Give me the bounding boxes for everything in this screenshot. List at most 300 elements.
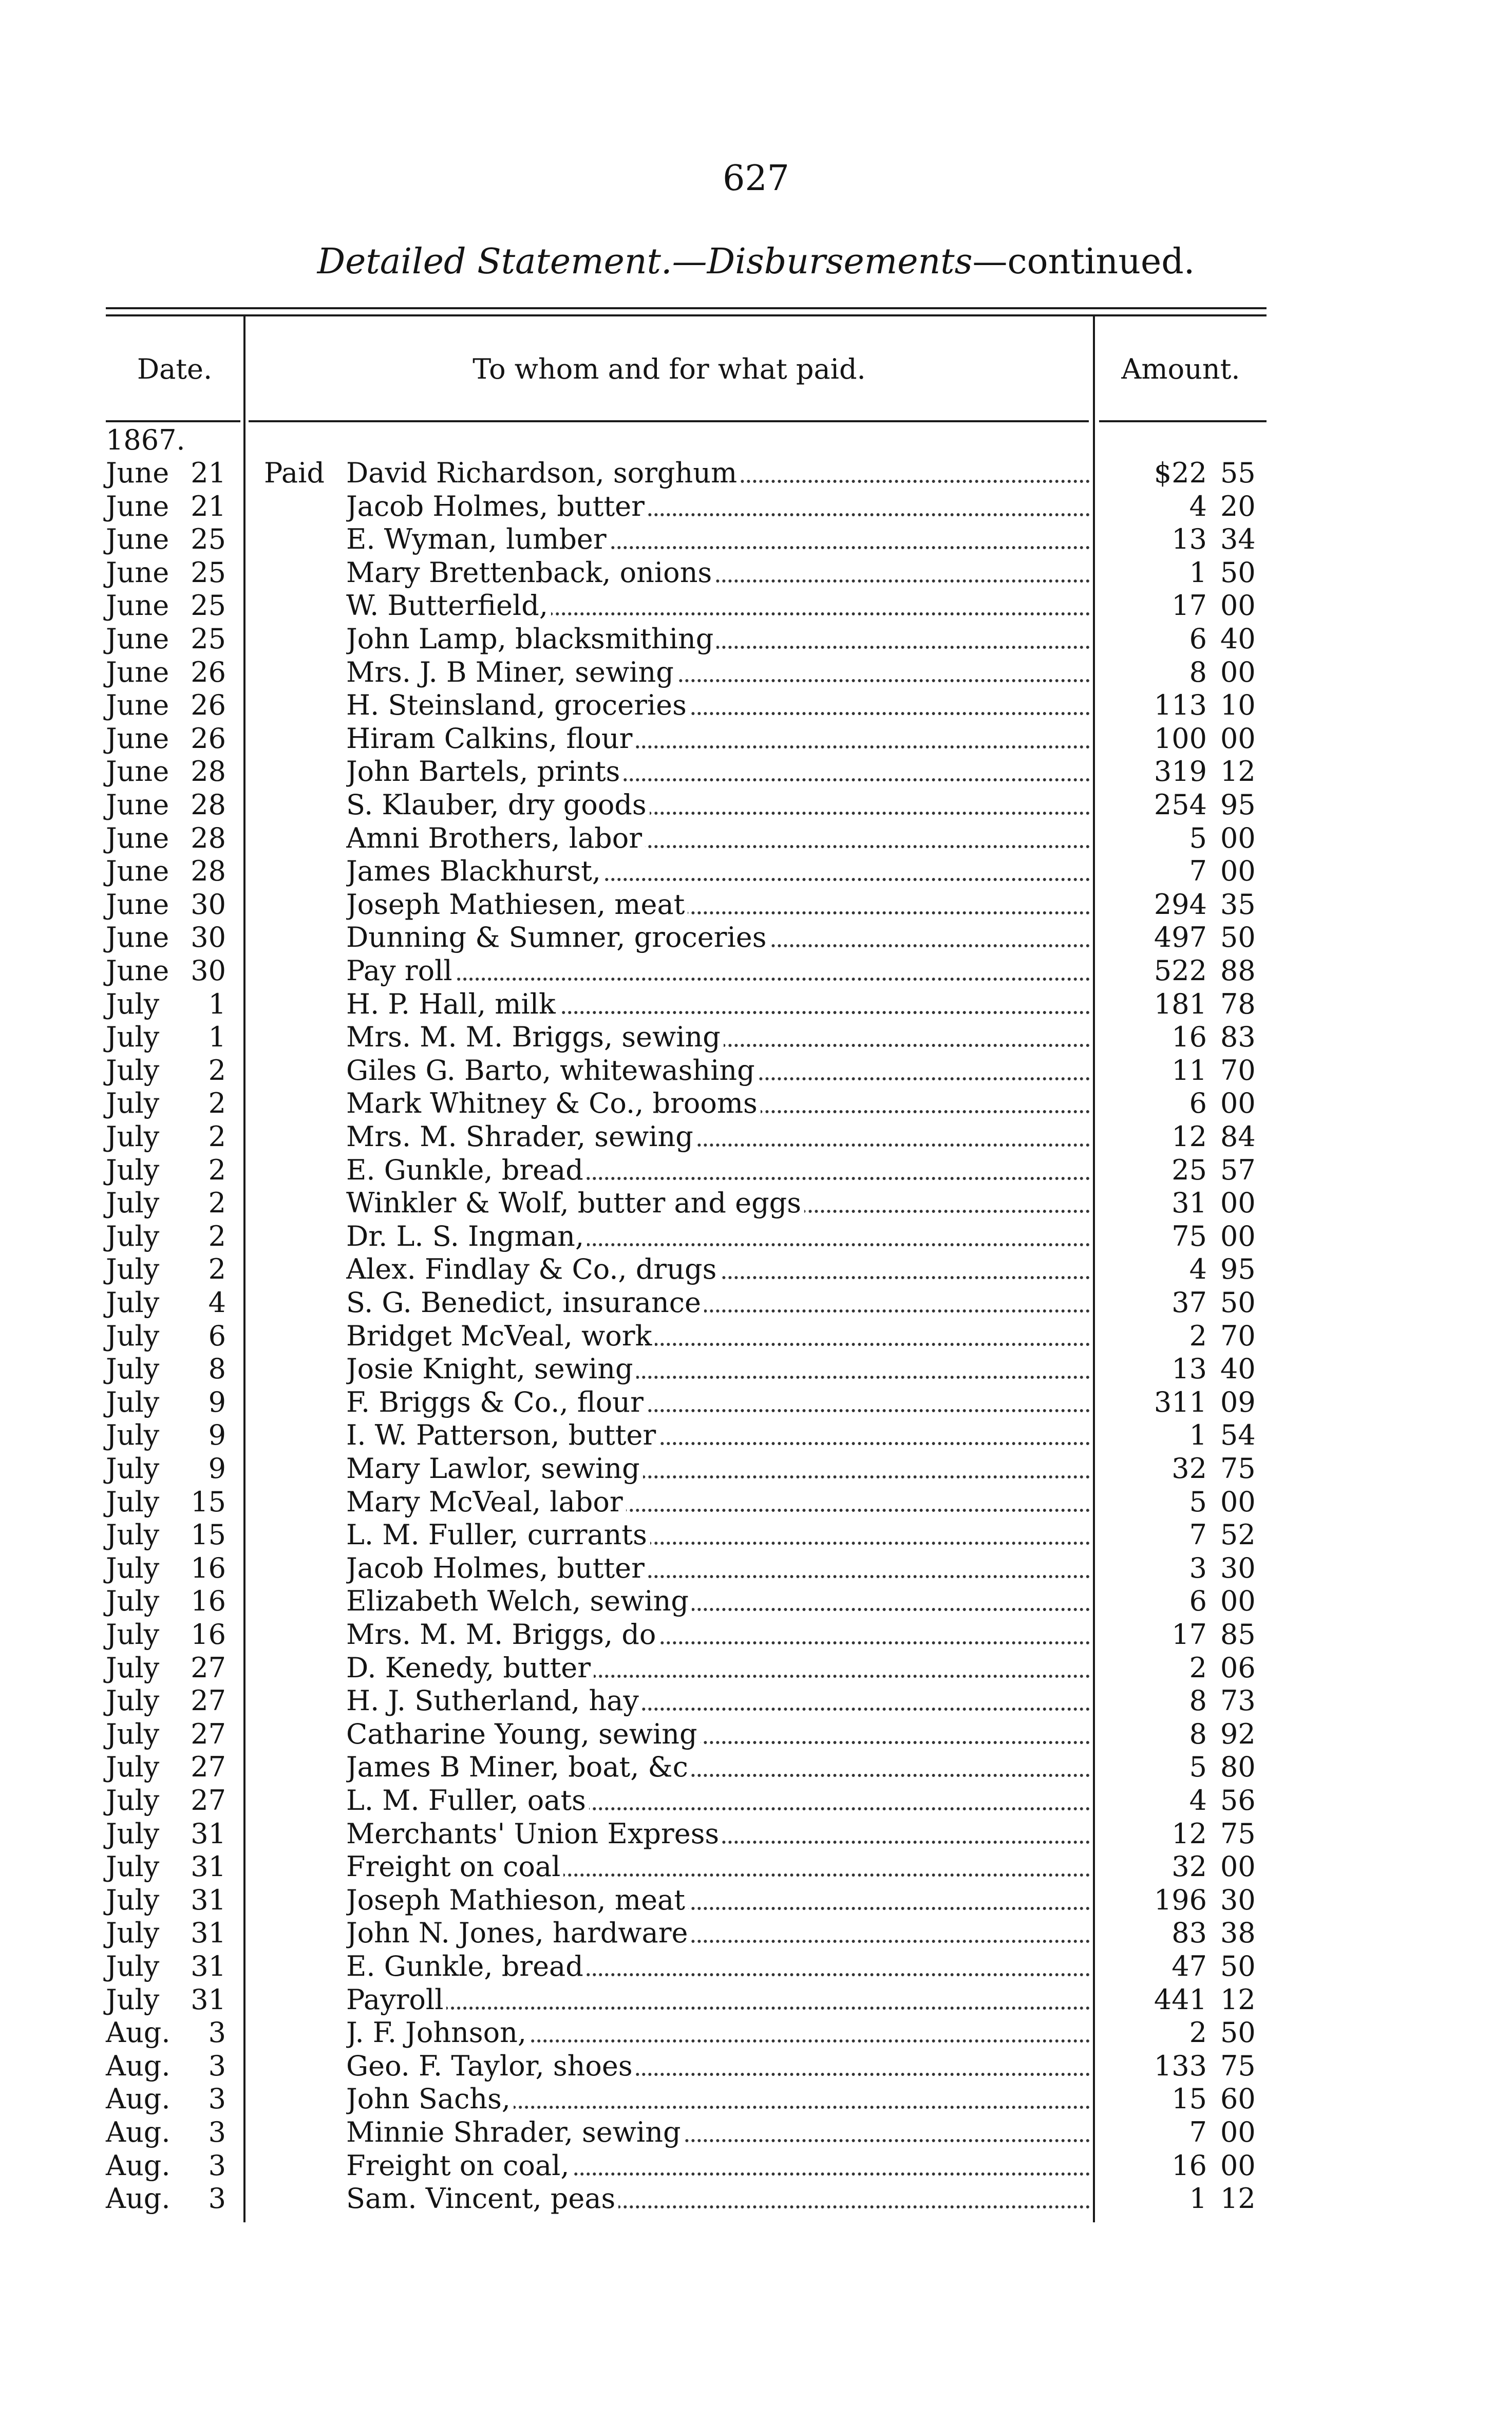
- row-month: July: [106, 1618, 160, 1651]
- row-day: 31: [191, 1917, 226, 1949]
- row-amount-dollars: 7: [1189, 2116, 1207, 2148]
- row-month: July: [106, 1286, 160, 1319]
- row-month: Aug.: [106, 2116, 171, 2148]
- row-amount-dollars: 7: [1189, 855, 1207, 887]
- row-amount-cents: 00: [1220, 822, 1256, 854]
- row-amount-dollars: 6: [1189, 623, 1207, 655]
- row-month: June: [106, 722, 169, 755]
- table-row: [0, 954, 1512, 988]
- row-payee-text: James B Miner, boat, &c: [346, 1751, 691, 1783]
- table-row: [0, 1618, 1512, 1652]
- table-row: [0, 1684, 1512, 1718]
- table-row: [0, 888, 1512, 922]
- row-amount-dollars: 1: [1189, 1419, 1207, 1451]
- row-payee: [346, 589, 1090, 623]
- table-row: [0, 688, 1512, 722]
- row-payee-text: Mark Whitney & Co., brooms: [346, 1087, 761, 1119]
- row-payee-text: H. J. Sutherland, hay: [346, 1684, 642, 1717]
- row-month: June: [106, 623, 169, 655]
- row-amount-dollars: 8: [1189, 656, 1207, 688]
- row-payee: [346, 1452, 1090, 1486]
- table-row: [0, 1452, 1512, 1486]
- row-amount-dollars: 75: [1171, 1220, 1207, 1252]
- row-amount-cents: 30: [1220, 1884, 1256, 1916]
- row-amount-dollars: 13: [1171, 1353, 1207, 1385]
- row-amount-cents: 30: [1220, 1552, 1256, 1584]
- row-day: 16: [191, 1552, 226, 1584]
- row-month: July: [106, 1320, 160, 1352]
- row-month: July: [106, 1519, 160, 1551]
- row-month: June: [106, 556, 169, 589]
- row-amount-cents: 00: [1220, 855, 1256, 887]
- row-amount-cents: 73: [1220, 1684, 1256, 1717]
- row-month: July: [106, 1452, 160, 1485]
- page-number: 627: [723, 158, 789, 199]
- row-payee: [346, 1385, 1090, 1419]
- row-payee-text: Jacob Holmes, butter: [346, 1552, 648, 1584]
- table-row: [0, 2149, 1512, 2183]
- row-day: 27: [191, 1718, 226, 1750]
- row-amount-cents: 38: [1220, 1917, 1256, 1949]
- row-payee-text: Hiram Calkins, flour: [346, 722, 635, 755]
- row-day: 25: [191, 523, 226, 555]
- row-payee-text: Catharine Young, sewing: [346, 1718, 701, 1750]
- row-payee-text: Freight on coal,: [346, 2149, 573, 2182]
- row-day: 15: [191, 1519, 226, 1551]
- row-payee: [346, 1717, 1090, 1751]
- row-day: 3: [208, 2116, 226, 2148]
- row-payee: [346, 1186, 1090, 1220]
- table-row: [0, 1551, 1512, 1585]
- row-day: 2: [208, 1087, 226, 1119]
- row-month: July: [106, 1684, 160, 1717]
- row-amount-cents: 06: [1220, 1652, 1256, 1684]
- header-top-rule-2: [106, 314, 1267, 316]
- row-payee-text: Geo. F. Taylor, shoes: [346, 2050, 636, 2082]
- table-row: [0, 921, 1512, 954]
- table-row: [0, 987, 1512, 1021]
- row-day: 9: [208, 1386, 226, 1418]
- row-amount-dollars: 6: [1189, 1585, 1207, 1617]
- row-payee: [346, 1916, 1090, 1950]
- row-payee-text: Mary Brettenback, onions: [346, 556, 715, 589]
- row-amount-cents: 50: [1220, 2016, 1256, 2049]
- row-day: 30: [191, 954, 226, 987]
- row-month: June: [106, 888, 169, 921]
- row-day: 30: [191, 921, 226, 953]
- row-month: July: [106, 1386, 160, 1418]
- row-amount-cents: 52: [1220, 1519, 1256, 1551]
- row-payee-text: F. Briggs & Co., flour: [346, 1386, 647, 1418]
- row-payee-text: John Sachs,: [346, 2083, 514, 2115]
- table-row: [0, 1916, 1512, 1950]
- row-payee: [346, 2082, 1090, 2116]
- row-payee: [346, 1087, 1090, 1120]
- row-amount-cents: 20: [1220, 490, 1256, 522]
- year-label: 1867.: [106, 424, 185, 456]
- row-day: 2: [208, 1154, 226, 1186]
- header-amount: Amount.: [1121, 353, 1240, 385]
- row-payee-text: L. M. Fuller, oats: [346, 1784, 589, 1816]
- row-payee: [346, 2149, 1090, 2183]
- row-amount-cents: 00: [1220, 1187, 1256, 1219]
- row-payee: [346, 1983, 1090, 2017]
- paid-label: Paid: [264, 457, 325, 489]
- row-payee-text: Dr. L. S. Ingman,: [346, 1220, 587, 1252]
- row-amount-dollars: 5: [1189, 1486, 1207, 1518]
- table-row: [0, 1784, 1512, 1818]
- row-amount-dollars: 3: [1189, 1552, 1207, 1584]
- row-amount-cents: 00: [1220, 1087, 1256, 1119]
- table-row: [0, 1518, 1512, 1552]
- row-day: 4: [208, 1286, 226, 1319]
- row-payee-text: E. Wyman, lumber: [346, 523, 610, 555]
- row-payee-text: Elizabeth Welch, sewing: [346, 1585, 692, 1617]
- row-day: 31: [191, 1818, 226, 1850]
- row-amount-cents: 35: [1220, 888, 1256, 921]
- row-month: July: [106, 1818, 160, 1850]
- table-row: [0, 1319, 1512, 1353]
- row-month: July: [106, 1220, 160, 1252]
- row-month: July: [106, 1187, 160, 1219]
- row-month: July: [106, 1486, 160, 1518]
- row-amount-cents: 12: [1220, 755, 1256, 788]
- row-amount-cents: 50: [1220, 1950, 1256, 1982]
- row-amount-dollars: 522: [1154, 954, 1207, 987]
- row-payee-text: D. Kenedy, butter: [346, 1652, 594, 1684]
- header-date: Date.: [137, 353, 213, 385]
- row-payee: [346, 888, 1090, 922]
- row-day: 3: [208, 2016, 226, 2049]
- row-day: 21: [191, 490, 226, 522]
- row-month: June: [106, 589, 169, 622]
- row-amount-cents: 00: [1220, 722, 1256, 755]
- row-amount-dollars: $22: [1154, 457, 1207, 489]
- row-month: June: [106, 490, 169, 522]
- row-amount-cents: 75: [1220, 1452, 1256, 1485]
- row-payee-text: Joseph Mathiesen, meat: [346, 888, 688, 921]
- row-amount-cents: 50: [1220, 556, 1256, 589]
- row-day: 2: [208, 1054, 226, 1087]
- row-amount-dollars: 12: [1171, 1818, 1207, 1850]
- row-amount-dollars: 7: [1189, 1519, 1207, 1551]
- table-row: [0, 1087, 1512, 1120]
- row-day: 28: [191, 822, 226, 854]
- row-day: 25: [191, 623, 226, 655]
- row-payee: [346, 722, 1090, 756]
- row-amount-cents: 75: [1220, 1818, 1256, 1850]
- row-payee: [346, 622, 1090, 656]
- row-month: June: [106, 457, 169, 489]
- table-row: [0, 722, 1512, 756]
- row-amount-cents: 60: [1220, 2083, 1256, 2115]
- row-payee: [346, 987, 1090, 1021]
- row-day: 9: [208, 1452, 226, 1485]
- row-amount-cents: 00: [1220, 2116, 1256, 2148]
- row-month: Aug.: [106, 2149, 171, 2182]
- row-amount-dollars: 32: [1171, 1452, 1207, 1485]
- row-payee: [346, 655, 1090, 689]
- row-month: July: [106, 1154, 160, 1186]
- row-amount-dollars: 113: [1154, 689, 1207, 721]
- header-bottom-rule-date: [106, 420, 240, 422]
- row-amount-cents: 85: [1220, 1618, 1256, 1651]
- row-day: 27: [191, 1652, 226, 1684]
- row-payee: [346, 1618, 1090, 1652]
- table-row: [0, 1286, 1512, 1320]
- row-payee: [346, 1319, 1090, 1353]
- row-month: July: [106, 1652, 160, 1684]
- row-amount-cents: 40: [1220, 623, 1256, 655]
- row-amount-cents: 10: [1220, 689, 1256, 721]
- row-day: 3: [208, 2050, 226, 2082]
- row-month: June: [106, 822, 169, 854]
- row-month: July: [106, 1784, 160, 1816]
- row-payee: [346, 556, 1090, 590]
- leader-dots: [346, 978, 1090, 981]
- table-row: [0, 1817, 1512, 1851]
- row-day: 27: [191, 1784, 226, 1816]
- row-day: 31: [191, 1983, 226, 2016]
- table-row: [0, 490, 1512, 523]
- row-amount-cents: 12: [1220, 2182, 1256, 2215]
- row-day: 1: [208, 1021, 226, 1053]
- row-day: 28: [191, 855, 226, 887]
- row-payee-text: Pay roll: [346, 954, 456, 987]
- row-payee: [346, 1684, 1090, 1718]
- row-month: July: [106, 1353, 160, 1385]
- row-payee-text: John Bartels, prints: [346, 755, 623, 788]
- row-month: July: [106, 1850, 160, 1883]
- header-payee: To whom and for what paid.: [472, 353, 866, 385]
- table-row: [0, 1252, 1512, 1286]
- row-payee: [346, 854, 1090, 888]
- row-day: 15: [191, 1486, 226, 1518]
- row-day: 2: [208, 1187, 226, 1219]
- row-payee-text: Mrs. M. Shrader, sewing: [346, 1120, 696, 1153]
- row-day: 30: [191, 888, 226, 921]
- row-day: 26: [191, 689, 226, 721]
- row-month: July: [106, 1087, 160, 1119]
- row-amount-dollars: 11: [1171, 1054, 1207, 1087]
- row-day: 27: [191, 1684, 226, 1717]
- table-row: [0, 456, 1512, 490]
- row-amount-cents: 09: [1220, 1386, 1256, 1418]
- row-amount-dollars: 319: [1154, 755, 1207, 788]
- row-payee: [346, 1883, 1090, 1917]
- row-amount-dollars: 83: [1171, 1917, 1207, 1949]
- header-bottom-rule-amount: [1099, 420, 1267, 422]
- row-amount-dollars: 2: [1189, 1320, 1207, 1352]
- row-amount-cents: 56: [1220, 1784, 1256, 1816]
- row-month: July: [106, 1253, 160, 1285]
- row-payee-text: Alex. Findlay & Co., drugs: [346, 1253, 720, 1285]
- row-payee: [346, 2016, 1090, 2050]
- row-payee: [346, 1352, 1090, 1386]
- row-amount-cents: 00: [1220, 589, 1256, 622]
- table-row: [0, 2082, 1512, 2116]
- row-amount-dollars: 254: [1154, 789, 1207, 821]
- row-month: June: [106, 855, 169, 887]
- row-day: 21: [191, 457, 226, 489]
- row-payee-text: Merchants' Union Express: [346, 1818, 722, 1850]
- row-amount-cents: 75: [1220, 2050, 1256, 2082]
- row-amount-dollars: 2: [1189, 1652, 1207, 1684]
- table-row: [0, 1352, 1512, 1386]
- table-row: [0, 1950, 1512, 1983]
- row-amount-dollars: 17: [1171, 589, 1207, 622]
- row-payee-text: Freight on coal: [346, 1850, 563, 1883]
- row-payee: [346, 755, 1090, 789]
- row-payee: [346, 1220, 1090, 1253]
- row-amount-dollars: 8: [1189, 1684, 1207, 1717]
- row-month: July: [106, 1021, 160, 1053]
- row-amount-cents: 84: [1220, 1120, 1256, 1153]
- row-payee: [346, 1252, 1090, 1286]
- row-payee-text: H. Steinsland, groceries: [346, 689, 690, 721]
- row-month: Aug.: [106, 2182, 171, 2215]
- row-amount-cents: 70: [1220, 1054, 1256, 1087]
- row-day: 31: [191, 1884, 226, 1916]
- row-payee: [346, 1518, 1090, 1552]
- row-amount-dollars: 5: [1189, 1751, 1207, 1783]
- row-amount-dollars: 13: [1171, 523, 1207, 555]
- table-row: [0, 556, 1512, 590]
- row-amount-dollars: 17: [1171, 1618, 1207, 1651]
- row-amount-dollars: 15: [1171, 2083, 1207, 2115]
- row-amount-dollars: 4: [1189, 490, 1207, 522]
- row-month: Aug.: [106, 2016, 171, 2049]
- table-row: [0, 2115, 1512, 2149]
- page-title-continued: —continued.: [972, 241, 1195, 282]
- table-row: [0, 1485, 1512, 1519]
- table-row: [0, 1120, 1512, 1154]
- row-payee: [346, 921, 1090, 954]
- row-day: 26: [191, 656, 226, 688]
- row-payee: [346, 1850, 1090, 1884]
- row-amount-dollars: 32: [1171, 1850, 1207, 1883]
- row-payee-text: Payroll: [346, 1983, 446, 2016]
- row-payee-text: Bridget McVeal, work: [346, 1320, 655, 1352]
- row-amount-cents: 83: [1220, 1021, 1256, 1053]
- row-month: July: [106, 1751, 160, 1783]
- row-amount-dollars: 133: [1154, 2050, 1207, 2082]
- table-row: [0, 1418, 1512, 1452]
- row-amount-dollars: 441: [1154, 1983, 1207, 2016]
- row-amount-dollars: 37: [1171, 1286, 1207, 1319]
- row-amount-dollars: 31: [1171, 1187, 1207, 1219]
- row-day: 16: [191, 1618, 226, 1651]
- row-day: 2: [208, 1220, 226, 1252]
- row-day: 16: [191, 1585, 226, 1617]
- row-payee: [346, 1817, 1090, 1851]
- row-payee-text: John N. Jones, hardware: [346, 1917, 691, 1949]
- row-day: 3: [208, 2149, 226, 2182]
- row-amount-cents: 00: [1220, 1486, 1256, 1518]
- page-title-main: Detailed Statement.—Disbursements: [317, 241, 973, 282]
- row-payee: [346, 490, 1090, 523]
- row-amount-dollars: 311: [1154, 1386, 1207, 1418]
- table-row: [0, 1385, 1512, 1419]
- row-amount-cents: 50: [1220, 921, 1256, 953]
- row-amount-dollars: 1: [1189, 2182, 1207, 2215]
- row-day: 26: [191, 722, 226, 755]
- row-payee-text: James Blackhurst,: [346, 855, 604, 887]
- row-payee-text: Mary McVeal, labor: [346, 1486, 626, 1518]
- row-payee: [346, 821, 1090, 855]
- row-payee: [346, 1784, 1090, 1818]
- table-row: [0, 1020, 1512, 1054]
- row-amount-cents: 00: [1220, 1585, 1256, 1617]
- row-amount-dollars: 497: [1154, 921, 1207, 953]
- row-payee-text: Jacob Holmes, butter: [346, 490, 648, 522]
- row-month: June: [106, 921, 169, 953]
- row-payee: [346, 788, 1090, 822]
- table-row: [0, 2049, 1512, 2083]
- row-payee-text: John Lamp, blacksmithing: [346, 623, 716, 655]
- row-month: June: [106, 789, 169, 821]
- row-payee-text: W. Butterfield,: [346, 589, 551, 622]
- row-payee: [346, 1418, 1090, 1452]
- row-amount-dollars: 16: [1171, 1021, 1207, 1053]
- row-amount-cents: 34: [1220, 523, 1256, 555]
- row-amount-cents: 00: [1220, 1220, 1256, 1252]
- row-amount-cents: 00: [1220, 656, 1256, 688]
- row-amount-dollars: 8: [1189, 1718, 1207, 1750]
- row-amount-dollars: 100: [1154, 722, 1207, 755]
- row-payee-text: Giles G. Barto, whitewashing: [346, 1054, 758, 1087]
- row-amount-cents: 57: [1220, 1154, 1256, 1186]
- row-day: 3: [208, 2083, 226, 2115]
- table-row: [0, 522, 1512, 556]
- row-month: July: [106, 1419, 160, 1451]
- row-payee: [346, 688, 1090, 722]
- row-payee-text: Dunning & Sumner, groceries: [346, 921, 769, 953]
- row-day: 2: [208, 1253, 226, 1285]
- row-payee: [346, 1950, 1090, 1983]
- row-month: June: [106, 689, 169, 721]
- table-row: [0, 1584, 1512, 1618]
- row-day: 25: [191, 556, 226, 589]
- row-amount-cents: 80: [1220, 1751, 1256, 1783]
- row-payee: [346, 1020, 1090, 1054]
- row-amount-dollars: 2: [1189, 2016, 1207, 2049]
- table-row: [0, 1717, 1512, 1751]
- row-payee-text: L. M. Fuller, currants: [346, 1519, 650, 1551]
- row-month: Aug.: [106, 2050, 171, 2082]
- table-row: [0, 589, 1512, 623]
- row-payee: [346, 1286, 1090, 1320]
- table-row: [0, 655, 1512, 689]
- row-amount-cents: 40: [1220, 1353, 1256, 1385]
- table-row: [0, 1750, 1512, 1784]
- table-row: [0, 788, 1512, 822]
- row-month: July: [106, 1054, 160, 1087]
- row-payee: [346, 1651, 1090, 1685]
- row-month: July: [106, 1983, 160, 2016]
- row-payee-text: E. Gunkle, bread: [346, 1950, 587, 1982]
- table-row: [0, 622, 1512, 656]
- row-amount-dollars: 5: [1189, 822, 1207, 854]
- row-month: July: [106, 1917, 160, 1949]
- row-month: June: [106, 656, 169, 688]
- row-month: June: [106, 755, 169, 788]
- row-month: July: [106, 1552, 160, 1584]
- row-day: 1: [208, 988, 226, 1020]
- table-row: [0, 1983, 1512, 2017]
- row-payee-text: Mary Lawlor, sewing: [346, 1452, 643, 1485]
- row-amount-cents: 50: [1220, 1286, 1256, 1319]
